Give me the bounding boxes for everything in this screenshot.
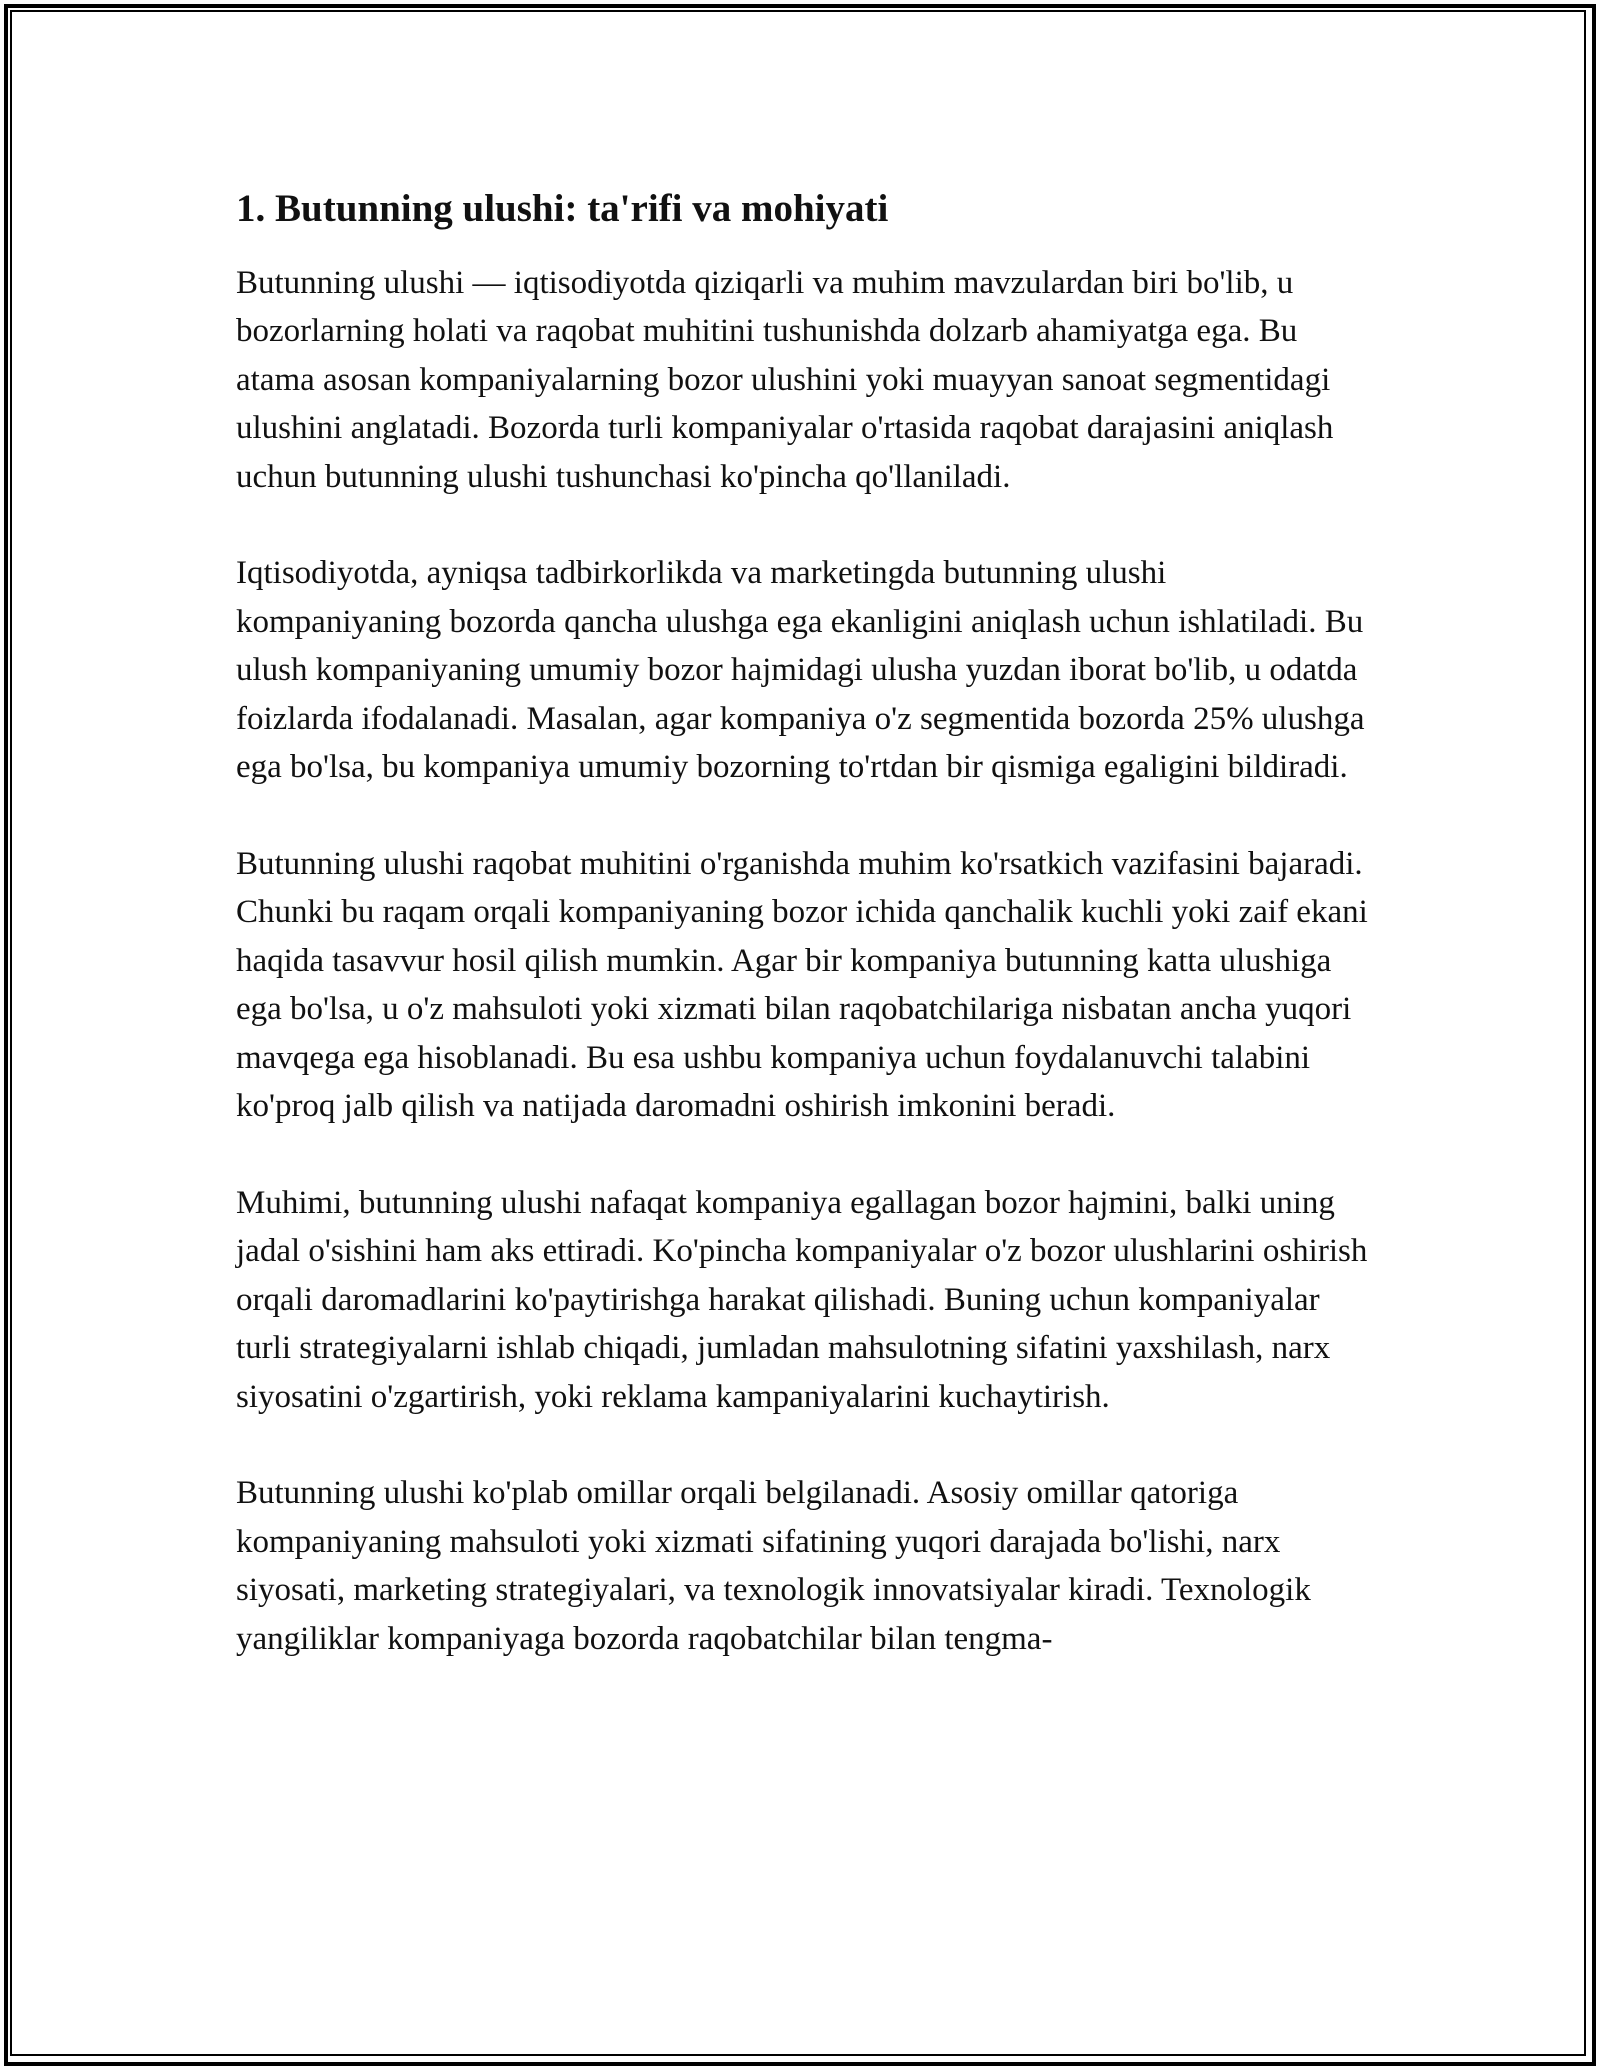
section-heading: 1. Butunning ulushi: ta'rifi va mohiyati (236, 187, 889, 230)
paragraph-2: Iqtisodiyotda, ayniqsa tadbirkorlikda va marketingda butunning ulushi kompaniyaning bozorda qancha ulushga ega ekanligini aniqlash uchun ishlatiladi. Bu ulush kompaniyaning umumiy bozor hajmidagi ulusha yuzdan iborat bo'lib, u odatda foizlarda ifodalanadi. Masalan, agar kompaniya o'z segmentida bozorda 25% ulushga ega bo'lsa, bu kompaniya umumiy bozorning to'rtdan bir qismiga egaligini bildiradi. (236, 555, 1365, 786)
paragraph-4: Muhimi, butunning ulushi nafaqat kompaniya egallagan bozor hajmini, balki uning jadal o'sishini ham aks ettiradi. Ko'pincha kompaniyalar o'z bozor ulushlarini oshirish orqali daromadlarini ko'paytirishga harakat qilishadi. Buning uchun kompaniyalar turli strategiyalarni ishlab chiqadi, jumladan mahsulotning sifatini yaxshilash, narx siyosatini o'zgartirish, yoki reklama kampaniyalarini kuchaytirish. (236, 1184, 1368, 1415)
paragraph-5: Butunning ulushi ko'plab omillar orqali belgilanadi. Asosiy omillar qatoriga kompaniyaning mahsuloti yoki xizmati sifatining yuqori darajada bo'lishi, narx siyosati, marketing strategiyalari, va texnologik innovatsiyalar kiradi. Texnologik yangiliklar kompaniyaga bozorda raqobatchilar bilan tengma- (236, 1475, 1311, 1657)
paragraph-3: Butunning ulushi raqobat muhitini o'rganishda muhim ko'rsatkich vazifasini bajaradi. Chunki bu raqam orqali kompaniyaning bozor ichida qanchalik kuchli yoki zaif ekani haqida tasavvur hosil qilish mumkin. Agar bir kompaniya butunning katta ulushiga ega bo'lsa, u o'z mahsuloti yoki xizmati bilan raqobatchilariga nisbatan ancha yuqori mavqega ega hisoblanadi. Bu esa ushbu kompaniya uchun foydalanuvchi talabini ko'proq jalb qilish va natijada daromadni oshirish imkonini beradi. (236, 845, 1368, 1125)
document-body (236, 186, 1376, 1711)
paragraph-1: Butunning ulushi — iqtisodiyotda qiziqarli va muhim mavzulardan biri bo'lib, u bozorlarning holati va raqobat muhitini tushunishda dolzarb ahamiyatga ega. Bu atama asosan kompaniyalarning bozor ulushini yoki muayyan sanoat segmentidagi ulushini anglatadi. Bozorda turli kompaniyalar o'rtasida raqobat darajasini aniqlash uchun butunning ulushi tushunchasi ko'pincha qo'llaniladi. (236, 264, 1334, 495)
